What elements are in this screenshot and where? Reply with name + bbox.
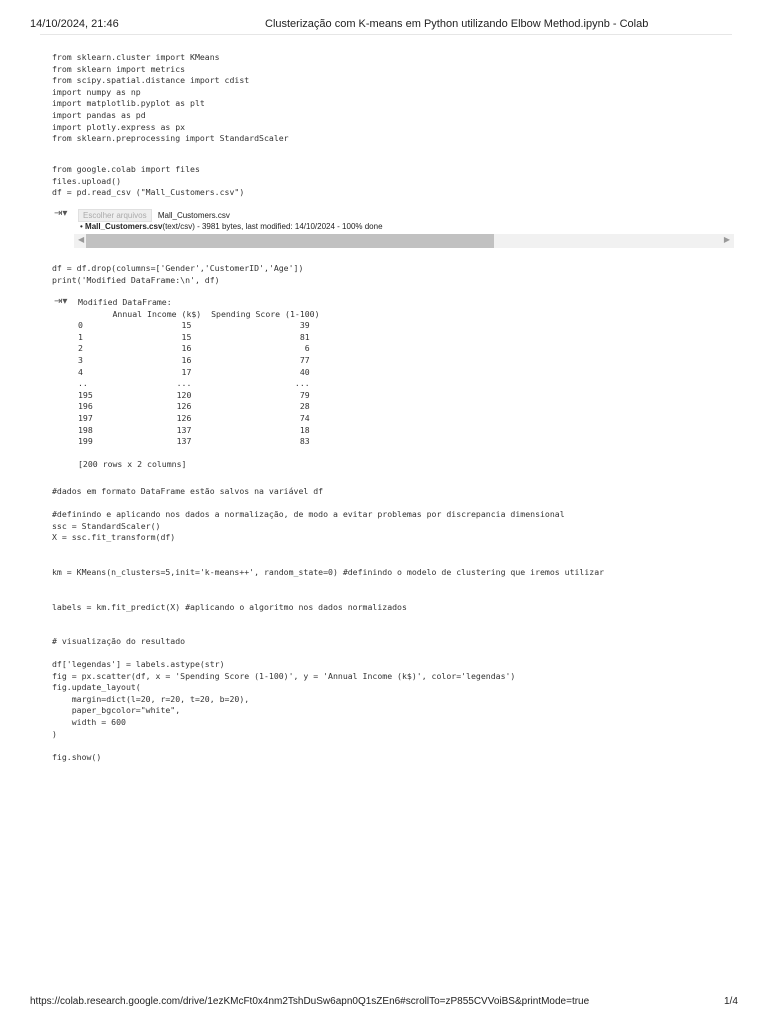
scroll-left-icon[interactable]: ◀: [78, 235, 85, 244]
scroll-right-icon[interactable]: ▶: [723, 235, 730, 244]
dataframe-output: Modified DataFrame: Annual Income (k$) Spending Score (1-100) 0 15 39 1 15 81 2 16 6 3 16 77 4 17 40 .. ... ... 195 120 79 196 126 28 197 126 74 198 137 18 199 137 83 [200 rows x 2 columns]: [78, 297, 320, 470]
print-datetime: 14/10/2024, 21:46: [30, 18, 119, 30]
file-name: Mall_Customers.csv: [85, 222, 163, 231]
selected-file: Mall_Customers.csv: [157, 211, 230, 220]
upload-widget: [78, 209, 230, 222]
footer-url: https://colab.research.google.com/drive/1ezKMcFt0x4nm2TshDuSw6apn0Q1sZEn6#scrollTo=zP855CVVoiBS&printMode=true: [30, 996, 590, 1007]
code-cell-drop[interactable]: df = df.drop(columns=['Gender','CustomerID','Age']) print('Modified DataFrame:\n', df): [52, 263, 304, 285]
code-cell-kmeans[interactable]: km = KMeans(n_clusters=5,init='k-means++', random_state=0) #definindo o modelo de clustering que iremos utilizar: [52, 567, 605, 577]
code-cell-upload[interactable]: from google.colab import files files.upload() df = pd.read_csv ("Mall_Customers.csv"): [52, 164, 245, 198]
code-cell-comment[interactable]: #dados em formato DataFrame estão salvos na variável df: [52, 486, 324, 496]
divider: [40, 34, 732, 35]
code-cell-viz-comment[interactable]: # visualização do resultado: [52, 636, 186, 646]
horizontal-scrollbar[interactable]: [74, 234, 734, 248]
code-cell-scaler[interactable]: #definindo e aplicando nos dados a normalização, de modo a evitar problemas por discrepancia dimensional ssc = StandardScaler() X = ssc.fit_transform(df): [52, 509, 565, 543]
scrollbar-thumb[interactable]: [86, 234, 494, 248]
page-title: Clusterização com K-means em Python utilizando Elbow Method.ipynb - Colab: [265, 18, 649, 30]
code-cell-plot[interactable]: df['legendas'] = labels.astype(str) fig = px.scatter(df, x = 'Spending Score (1-100)', y = 'Annual Income (k$)', color='legendas') fig.update_layout( margin=dict(l=20, r=20, t=20, b=20), paper_bgcolor="white", width = 600 ): [52, 659, 516, 739]
code-cell-show[interactable]: fig.show(): [52, 752, 102, 762]
code-cell-imports[interactable]: from sklearn.cluster import KMeans from sklearn import metrics from scipy.spatial.distance import cdist import numpy as np import matplotlib.pyplot as plt import pandas as pd import plotly.express as px from sklearn.preprocessing import StandardScaler: [52, 52, 289, 144]
choose-files-button[interactable]: Escolher arquivos: [78, 209, 152, 222]
file-info: (text/csv) - 3981 bytes, last modified: 14/10/2024 - 100% done: [162, 222, 383, 231]
upload-status: • Mall_Customers.csv(text/csv) - 3981 bytes, last modified: 14/10/2024 - 100% done: [80, 222, 383, 231]
output-toggle-icon[interactable]: ⇥▾: [54, 208, 68, 219]
page-number: 1/4: [724, 996, 738, 1007]
output-toggle-icon[interactable]: ⇥▾: [54, 296, 68, 307]
code-cell-labels[interactable]: labels = km.fit_predict(X) #aplicando o algoritmo nos dados normalizados: [52, 602, 407, 612]
